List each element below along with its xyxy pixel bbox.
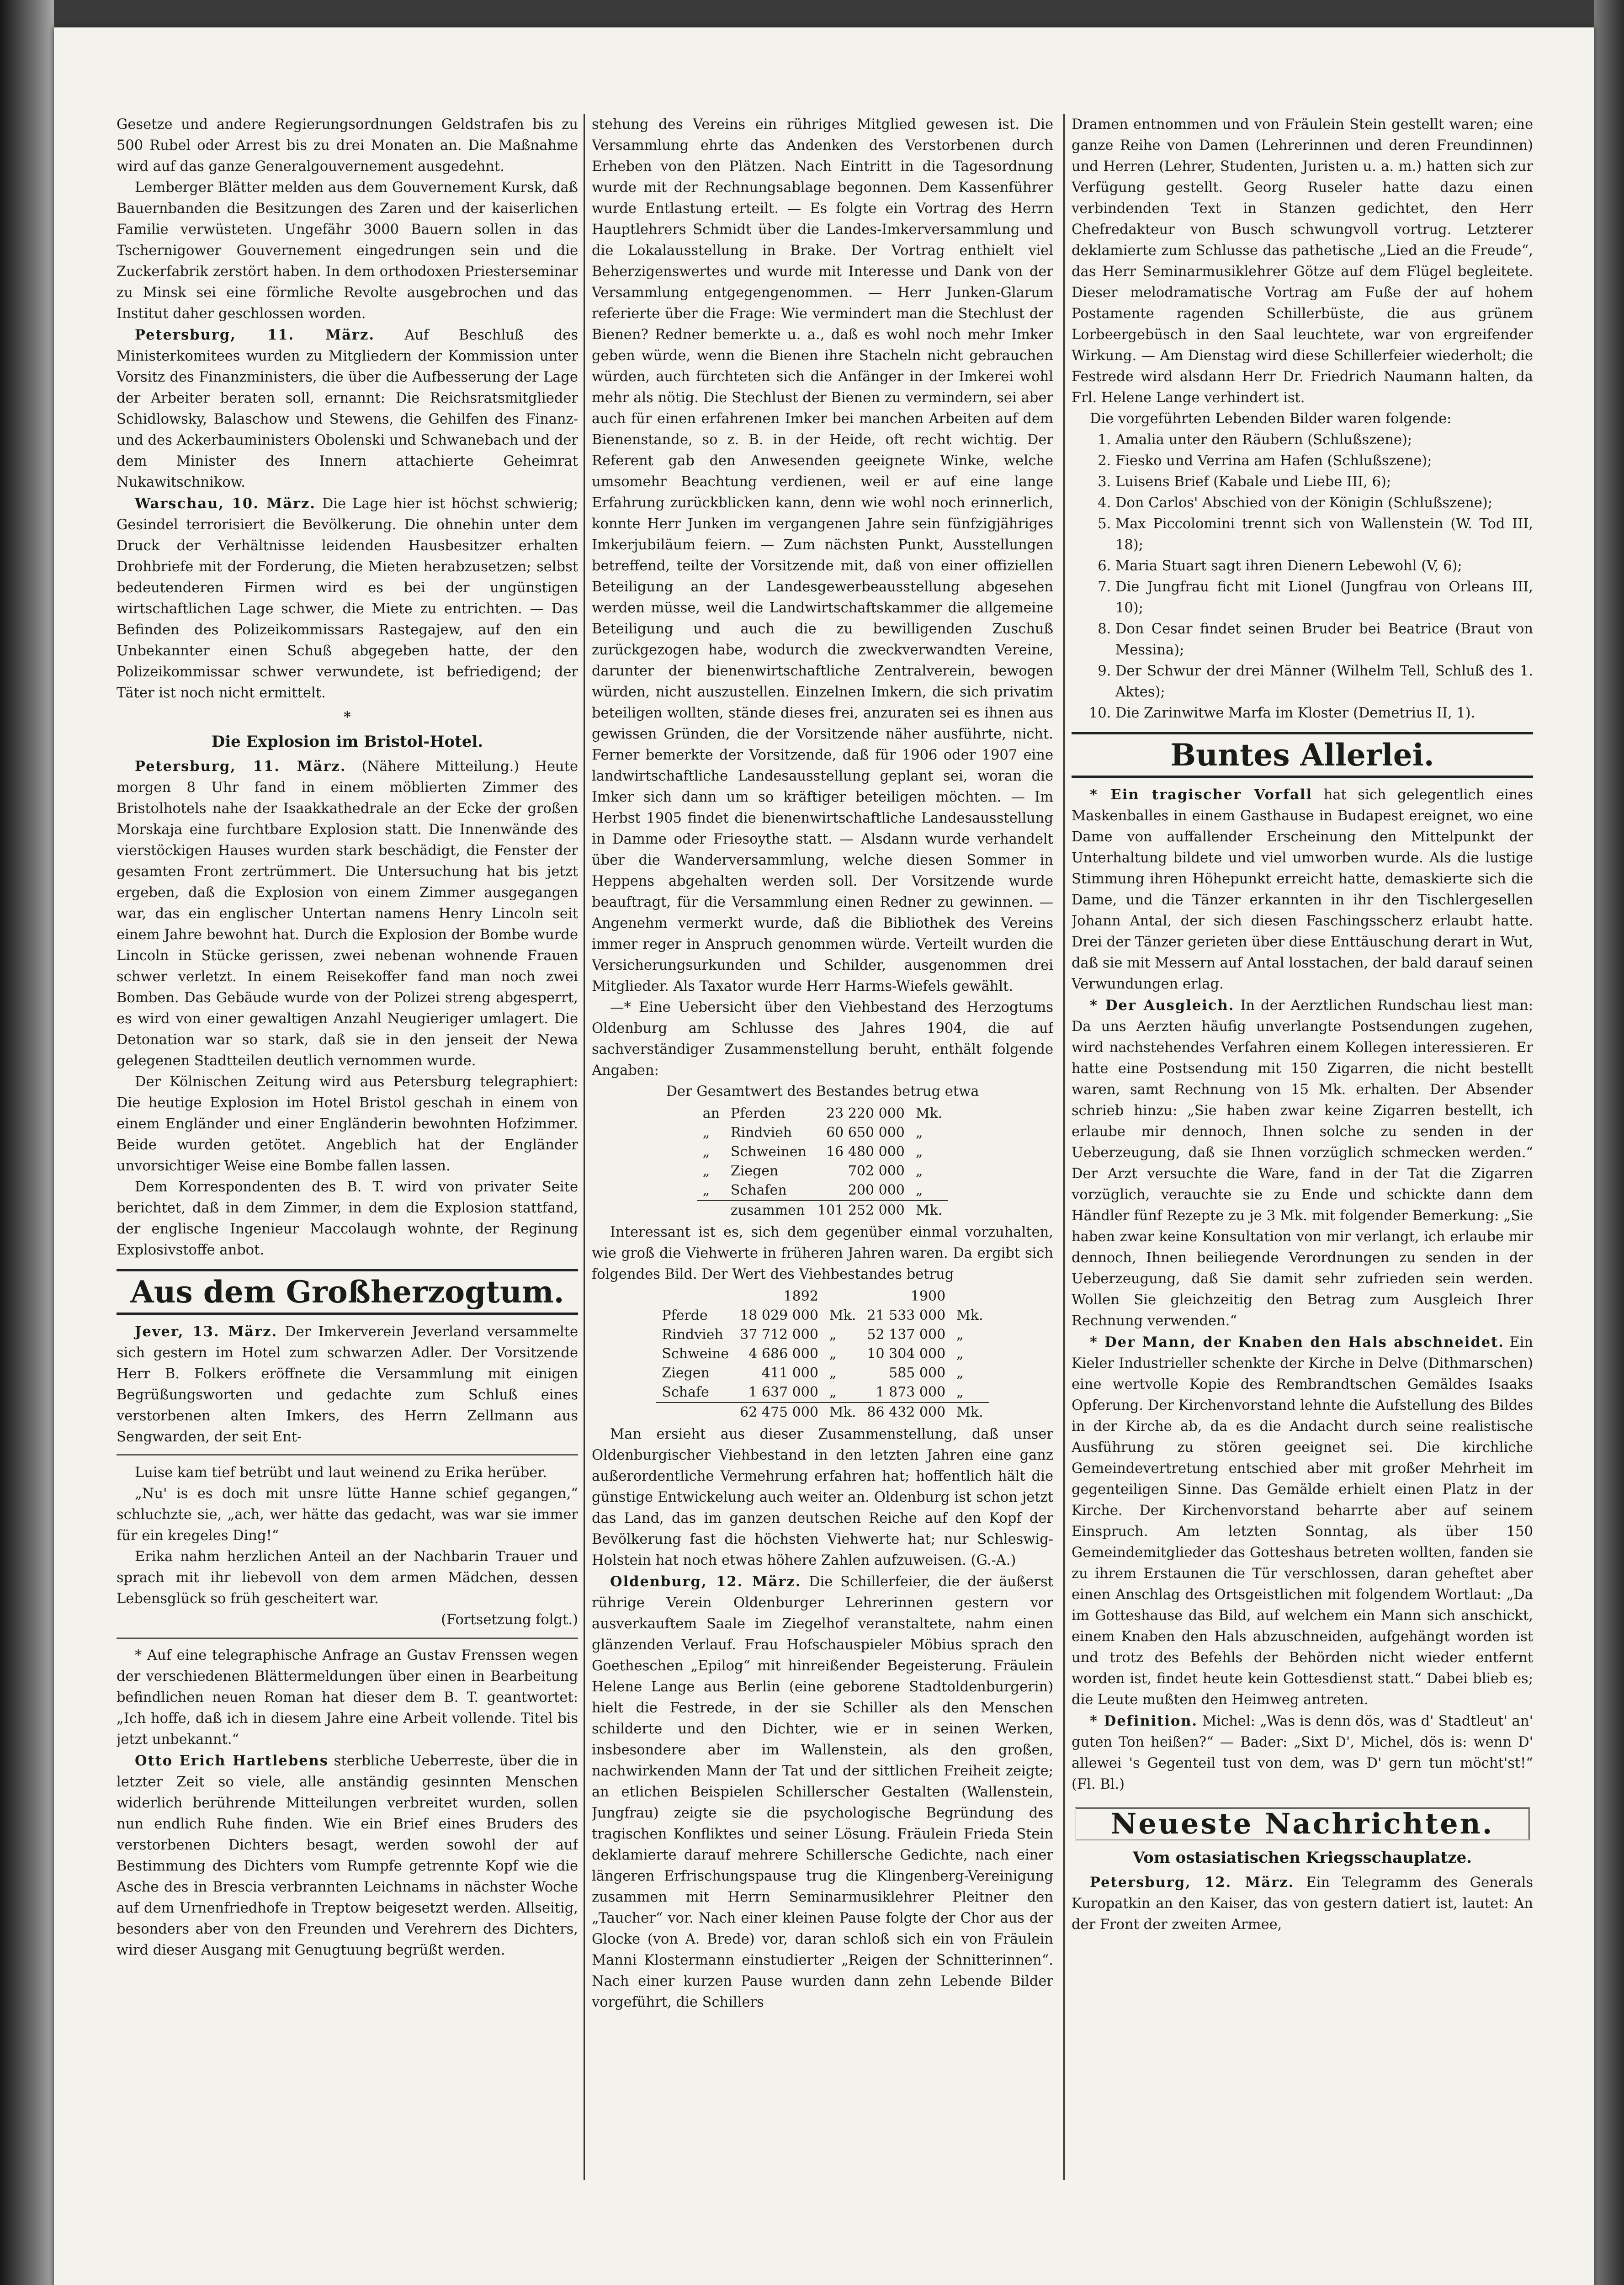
table-cell: zusammen — [725, 1201, 812, 1220]
news-item — [117, 1750, 578, 1961]
table-cell: „ — [829, 1327, 837, 1343]
list-item: 8. Don Cesar findet seinen Bruder bei Beatrice (Braut von Messina); — [1115, 619, 1533, 661]
person-name: Otto Erich Hartlebens — [135, 1753, 329, 1769]
list-item: 6. Maria Stuart sagt ihren Dienern Lebewohl (V, 6); — [1115, 556, 1533, 577]
table-row — [656, 1364, 988, 1383]
news-item — [1072, 1872, 1533, 1935]
table-cell: „ — [956, 1365, 964, 1381]
article-paragraph: Dem Korrespondenten des B. T. wird von privater Seite berichtet, daß in dem Zimmer, in dem die Explosion stattfand, der englische Ingenieur Maccolaugh wohnte, der Reginung Explosivstoffe anbot. — [117, 1179, 578, 1258]
table-cell: „ — [956, 1327, 964, 1343]
list-item: 4. Don Carlos' Abschied von der Königin (Schlußszene); — [1115, 493, 1533, 514]
table-cell: 60 650 000 — [826, 1125, 905, 1141]
article-paragraph: * Auf eine telegraphische Anfrage an Gustav Frenssen wegen der verschiedenen Blättermeldungen über einen in Bearbeitung befindlichen neuen Roman hat dieser dem B. T. geantwortet: „Ich hoffe, daß ich in diesem Jahre eine Arbeit vollende. Titel bis jetzt unbekannt.“ — [117, 1647, 578, 1748]
table-cell: „ — [915, 1182, 923, 1198]
article-paragraph: Gesetze und andere Regierungsordnungen Geldstrafen bis zu 500 Rubel oder Arrest bis zu drei Monaten an. Die Maßnahme wird auf das ganze Generalgouvernement ausgedehnt. — [117, 117, 578, 175]
news-text: In der Aerztlichen Rundschau liest man: Da uns Aerzten häufig unverlangte Postsendungen zugehen, wird nachstehendes Verfahren einem Kollegen interessieren. Er hatte eine Postsendung mit 150 Zigarren, die nicht bestellt waren, samt Rechnung von 15 Mk. erhalten. Der Absender schrieb hinzu: „Sie haben zwar keine Zigarren bestellt, ich erlaube mir dennoch, Ihnen solche zu senden in der Ueberzeugung, daß sie Ihnen vorzüglich schmecken werden.“ Der Arzt versuchte die Ware, fand in der Tat die Zigarren vorzüglich, verauchte sie zu Ende und schickte dann dem Händler fünf Rezepte zu je 3 Mk. mit folgender Bemerkung: „Sie haben zwar keine Konsultation von mir verlangt, ich erlaube mir dennoch, Ihnen beiliegende Verordnungen zu senden in der Ueberzeugung, daß Sie damit sehr zufrieden sein werden. Wollen Sie gleichzeitig den Betrag zum Ausgleich Ihrer Rechnung verwenden.“ — [1072, 998, 1533, 1329]
table-cell: Mk. — [824, 1403, 861, 1422]
dateline: Warschau, 10. März. — [135, 495, 316, 512]
table-cell: 101 252 000 — [812, 1201, 910, 1220]
table-cell: Mk. — [956, 1307, 983, 1323]
news-text: Die Schillerfeier, die der äußerst rührige Verein Oldenburger Lehrerinnen gestern vor ausverkauftem Saale im Ziegelhof veranstaltete, nahm einen glänzenden Verlauf. Frau Hofschauspieler Möbius sprach den Goetheschen „Epilog“ mit hinreißender Begeisterung. Fräulein Helene Lange aus Berlin (eine geborene Stadtoldenburgerin) hielt die Festrede, in der sie Schiller als den Menschen schilderte und den Dichter, wie er in seinen Werken, insbesondere aber im Wallenstein, als den großen, nachwirkenden Mann der Tat und der sittlichen Freiheit zeigte; an etlichen Beispielen Schillerscher Gestalten (Wallenstein, Jungfrau) zeigte sie die psychologische Begründung des tragischen Konfliktes und seiner Lösung. Fräulein Frieda Stein deklamierte darauf mehrere Schillersche Gedichte, nach einer längeren Erfrischungspause trug die Klingenberg-Vereinigung zusammen mit Herrn Seminarmusiklehrer Pleitner den „Taucher“ vor. Nach einer kleinen Pause folgte der Chor aus der Glocke (von A. Brede) vor, daran schloß sich ein von Fräulein Manni Klostermann einstudierter „Reigen der Schnitterinnen“. Nach einer kurzen Pause wurden dann zehn Lebende Bilder vorgeführt, die Schillers — [592, 1574, 1053, 2010]
article-paragraph: —* Eine Uebersicht über den Viehbestand des Herzogtums Oldenburg am Schlusse des Jahres 1904, die auf sachverständiger Zusammenstellung beruht, enthält folgende Angaben: — [592, 999, 1053, 1079]
table-row — [656, 1306, 988, 1325]
table-cell: Mk. — [829, 1307, 856, 1323]
table-cell: 18 029 000 — [740, 1307, 818, 1323]
section-heading: Aus dem Großherzogtum. — [117, 1269, 578, 1315]
divider — [117, 1637, 578, 1639]
column-rule — [584, 114, 585, 2180]
dateline: Petersburg, 11. März. — [135, 758, 346, 775]
story-paragraph: Erika nahm herzlichen Anteil an der Nachbarin Trauer und sprach mit ihr liebevoll von dem armen Mädchen, dessen Lebensglück so früh gescheitert war. — [117, 1549, 578, 1607]
table-cell: „ — [956, 1346, 964, 1362]
table-cell: 1 873 000 — [876, 1384, 946, 1400]
item-headline: * Definition. — [1090, 1713, 1198, 1729]
news-item — [117, 756, 578, 1072]
dateline: Petersburg, 12. März. — [1090, 1874, 1295, 1891]
news-text: hat sich gelegentlich eines Maskenballes in einem Gasthause in Budapest ereignet, wo eine Dame von auffallender Erscheinung den Mittelpunkt der Unterhaltung bildete und viel umworben wurde. Als die lustige Stimmung ihren Höhepunkt erreicht hatte, demaskierte sich die Dame, und die Tänzer erkannten in ihr den Tischlergesellen Johann Antal, der sich diesen Faschingsscherz erlaubt hatte. Drei der Tänzer gerieten über diese Enttäuschung derart in Wut, daß sie mit Messern auf Antal losstachen, der bald darauf seinen Verwundungen erlag. — [1072, 787, 1533, 992]
table-header: 1900 — [910, 1288, 946, 1304]
table-cell: 4 686 000 — [748, 1346, 818, 1362]
table-row — [656, 1383, 988, 1403]
table-header — [951, 1287, 988, 1306]
table-cell: „ — [829, 1365, 837, 1381]
dateline: Petersburg, 11. März. — [135, 327, 375, 343]
article-title: Die Explosion im Bristol-Hotel. — [211, 733, 483, 751]
table-row — [656, 1344, 988, 1364]
table-cell: Pferde — [662, 1307, 708, 1323]
table-cell: „ — [702, 1125, 710, 1141]
table-cell: Rindvieh — [730, 1125, 792, 1141]
table-caption: Der Gesamtwert des Bestandes betrug etwa — [666, 1084, 979, 1100]
table-cell: Mk. — [915, 1105, 943, 1121]
list-item: 5. Max Piccolomini trennt sich von Wallenstein (W. Tod III, 18); — [1115, 514, 1533, 556]
dateline: Oldenburg, 12. März. — [610, 1573, 801, 1590]
section-heading: Neueste Nachrichten. — [1072, 1804, 1533, 1844]
news-item — [117, 493, 578, 704]
page-edge-shadow — [1594, 0, 1624, 2285]
news-text: Der Imkerverein Jeverland versammelte sich gestern im Hotel zum schwarzen Adler. Der Vorsitzende Herr B. Folkers eröffnete die Versammlung mit einigen Begrüßungsworten und gedachte zum Schluß eines verstorbenen alten Imkers, des Herrn Zellmann aus Sengwarden, der seit Ent- — [117, 1324, 578, 1445]
table-header — [824, 1287, 861, 1306]
news-text: Ein Kieler Industrieller schenkte der Kirche in Delve (Dithmarschen) eine wertvolle Kopie des Rembrandtschen Gemäldes Isaaks Opferung. Der Kirchenvorstand lehnte die Aufstellung des Bildes in der Kirche ab, da es die Andacht durch seine realistische Ausführung zu stören geeignet sei. Die kirchliche Gemeindevertretung entschied aber mit großer Mehrheit im gegenteiligen Sinne. Das Gemälde erhielt einen Platz in der Kirche. Der Kirchenvorstand beharrte aber auf seinem Einspruch. Am letzten Sonntag, als über 150 Gemeindemitglieder das Gotteshaus betreten wollten, fanden sie zu ihrem Erstaunen die Tür verschlossen, daran geheftet aber einen Anschlag des Ortsgeistlichen mit folgendem Wortlaut: „Da im Gotteshause das Bild, auf welchem ein Mann sich anschickt, einem Knaben den Hals abzuschneiden, aufgehängt worden ist und trotz des Befehls der Behörden nicht wieder entfernt worden ist, findet heute kein Gottesdienst statt.“ Dabei blieb es; die Leute mußten den Heimweg antreten. — [1072, 1334, 1533, 1708]
list-item: 10. Die Zarinwitwe Marfa im Kloster (Demetrius II, 1). — [1115, 703, 1533, 724]
table-cell: „ — [702, 1144, 710, 1160]
feuilleton-divider — [117, 1454, 578, 1456]
dateline: Jever, 13. März. — [135, 1323, 278, 1340]
table-cell: 23 220 000 — [826, 1105, 905, 1121]
table-cell: „ — [915, 1163, 923, 1179]
article-paragraph: stehung des Vereins ein rühriges Mitglied gewesen ist. Die Versammlung ehrte das Andenken des Verstorbenen durch Erheben von den Plätzen. Nach Eintritt in die Tagesordnung wurde mit der Rechnungsablage begonnen. Dem Kassenführer wurde Entlastung erteilt. — Es folgte ein Vortrag des Herrn Hauptlehrers Schmidt über die Landes-Imkerversammlung und die Lokalausstellung in Brake. Der Vortrag enthielt viel Beherzigenswertes und wurde mit Interesse und Dank von der Versammlung entgegengenommen. — Herr Junken-Glarum referierte über die Frage: Wie vermindert man die Stechlust der Bienen? Redner bemerkte u. a., daß es wohl noch mehr Imker geben würde, wenn die Bienen ihre Stacheln nicht gebrauchen würden, auch fürchteten sich die Anfänger in der Imkerei wohl mehr als nötig. Die Stechlust der Bienen zu vermindern, sei aber auch für einen erfahrenen Imker bei manchen Arbeiten auf dem Bienenstande, so z. B. in der Heide, oft recht wichtig. Der Referent gab den Anwesenden geeignete Winke, welche umsomehr Beachtung verdienen, weil er auf eine lange Erfahrung zurückblicken kann, denn wie wohl noch erinnerlich, konnte Herr Junken im vergangenen Jahre sein fünfzigjähriges Imkerjubiläum feiern. — Zum nächsten Punkt, Ausstellungen betreffend, teilte der Vorsitzende mit, daß von einer offiziellen Beteiligung an der Landesgewerbeausstellung abgesehen werden müsse, weil die Landwirtschaftskammer die allgemeine Beteiligung und auch die zu bewilligenden Zuschuß zurückgezogen habe, wodurch die zweckverwandten Vereine, darunter der bienenwirtschaftliche Zentralverein, bewogen würden, nicht auszustellen. Einzelnen Imkern, die sich privatim beteiligen wollten, stände dieses frei, anzuraten sei es ihnen aus gewissen Gründen, die der Vorsitzende näher ausführte, nicht. Ferner bemerkte der Vorsitzende, daß für 1906 oder 1907 eine landwirtschaftliche Landesausstellung geplant sei, woran die Imker sich dann um so kräftiger beteiligen möchten. — Im Herbst 1905 findet die bienenwirtschaftliche Landesausstellung in Damme oder Friesoythe statt. — Alsdann wurde verhandelt über die Wanderversammlung, welche diesen Sommer in Heppens abgehalten werden soll. Der Vorsitzende wurde beauftragt, für die Versammlung einen Redner zu gewinnen. — Angenehm vermerkt wurde, daß die Bibliothek des Vereins immer reger in Anspruch genommen würde. Verteilt wurden die Versicherungsurkunden und Schilder, ausgenommen drei Mitglieder. Als Taxator wurde Herr Harms-Wiefels gewählt. — [592, 117, 1053, 994]
table-cell: Ziegen — [730, 1163, 779, 1179]
table-cell: Schweine — [662, 1346, 729, 1362]
item-headline: * Ein tragischer Vorfall — [1090, 786, 1313, 803]
article-paragraph: Die vorgeführten Lebenden Bilder waren folgende: — [1090, 411, 1452, 427]
table-cell: an — [702, 1105, 720, 1121]
table-row — [656, 1325, 988, 1344]
table-cell: „ — [702, 1182, 710, 1198]
news-text: sterbliche Ueberreste, über die in letzter Zeit so viele, alle anständig gesinnten Menschen widerlich berührende Mitteilungen verbreitet wurden, sollen nun endlich Ruhe finden. Wie ein Brief eines Bruders des verstorbenen Dichters besagt, werden sowohl der auf Bestimmung des Dichters vom Rumpfe getrennte Kopf wie die Asche des in Brescia verbrannten Leichnams in nächster Woche auf dem Urnenfriedhofe in Treptow beigesetzt werden. Allseitig, besonders aber von den Freunden und Verehrern des Dichters, wird dieser Ausgang mit Genugtuung begrüßt werden. — [117, 1753, 578, 1958]
livestock-value-table — [697, 1104, 948, 1220]
table-row — [697, 1181, 948, 1201]
news-item — [1072, 995, 1533, 1332]
table-cell: „ — [915, 1144, 923, 1160]
table-cell: Rindvieh — [662, 1327, 723, 1343]
item-headline: * Der Mann, der Knaben den Hals abschneidet. — [1090, 1334, 1504, 1350]
table-cell: Schafe — [662, 1384, 709, 1400]
table-row — [697, 1142, 948, 1162]
table-cell: „ — [956, 1384, 964, 1400]
table-cell: Pferden — [730, 1105, 785, 1121]
separator-star: * — [344, 709, 351, 725]
livestock-comparison-table — [656, 1287, 988, 1422]
table-cell: 411 000 — [761, 1365, 818, 1381]
table-cell: 1 637 000 — [748, 1384, 818, 1400]
table-cell — [656, 1403, 734, 1422]
list-item: 3. Luisens Brief (Kabale und Liebe III, 6); — [1115, 472, 1533, 493]
list-item: 9. Der Schwur der drei Männer (Wilhelm Tell, Schluß des 1. Aktes); — [1115, 661, 1533, 703]
section-heading: Buntes Allerlei. — [1072, 732, 1533, 778]
news-item — [1072, 1711, 1533, 1795]
tableau-list — [1072, 430, 1533, 724]
table-total-row — [697, 1201, 948, 1220]
table-header: 1892 — [783, 1288, 818, 1304]
table-header-row — [656, 1287, 988, 1306]
list-item: 7. Die Jungfrau ficht mit Lionel (Jungfrau von Orleans III, 10); — [1115, 577, 1533, 619]
news-text: Auf Beschluß des Ministerkomitees wurden zu Mitgliedern der Kommission unter Vorsitz des Finanzministers, die über die Aufbesserung der Lage der Arbeiter beraten soll, ernannt: Die Reichsratsmitglieder Schidlowsky, Balaschow und Stewens, die Gehilfen des Finanz- und des Ackerbauministers Obolenski und Schwanebach und der dem Minister des Innern attachierte Geheimrat Nukawitschnikow. — [117, 327, 578, 490]
table-cell: Schafen — [730, 1182, 787, 1198]
table-row — [697, 1104, 948, 1123]
subsection-title: Vom ostasiatischen Kriegsschauplatze. — [1132, 1849, 1472, 1867]
news-text: Ein Telegramm des Generals Kuropatkin an den Kaiser, das von gestern datiert ist, lautet: An der Front der zweiten Armee, — [1072, 1875, 1533, 1933]
news-text: Michel: „Was is denn dös, was d' Stadtleut' an' guten Ton heißen?“ — Bader: „Sixt D', Michel, dös is: wenn D' allewei 's Gegenteil tust von dem, was D' gern tun möcht'st!“ (Fl. Bl.) — [1072, 1713, 1533, 1792]
table-cell: 86 432 000 — [861, 1403, 951, 1422]
news-item — [117, 1321, 578, 1448]
table-cell: Mk. — [951, 1403, 988, 1422]
table-cell: 200 000 — [848, 1182, 905, 1198]
story-paragraph: „Nu' is es doch mit unsre lütte Hanne schief gegangen,“ schluchzte sie, „ach, wer hätte das gedacht, was war sie immer für ein kregeles Ding!“ — [117, 1486, 578, 1544]
column-rule — [1063, 114, 1065, 2180]
table-cell: „ — [829, 1384, 837, 1400]
list-item: 2. Fiesko und Verrina am Hafen (Schlußszene); — [1115, 451, 1533, 472]
table-row — [697, 1162, 948, 1181]
news-item — [1072, 1332, 1533, 1711]
table-cell: Ziegen — [662, 1365, 710, 1381]
book-spine-shadow — [0, 0, 54, 2285]
column-1 — [117, 114, 578, 2180]
table-cell: „ — [702, 1163, 710, 1179]
table-header — [656, 1287, 734, 1306]
news-item — [117, 324, 578, 493]
article-paragraph: Interessant ist es, sich dem gegenüber einmal vorzuhalten, wie groß die Viehwerte in früheren Jahren waren. Da ergibt sich folgendes Bild. Der Wert des Viehbestandes betrug — [592, 1224, 1053, 1282]
table-cell: „ — [829, 1346, 837, 1362]
article-paragraph: Der Kölnischen Zeitung wird aus Petersburg telegraphiert: Die heutige Explosion im Hotel Bristol geschah in einem von einem Engländer und einer Engländerin bewohnten Hofzimmer. Beide wurden getötet. Angeblich hat der Engländer unvorsichtiger Weise eine Bombe fallen lassen. — [117, 1074, 578, 1174]
table-cell: 10 304 000 — [867, 1346, 946, 1362]
story-paragraph: Luise kam tief betrübt und laut weinend zu Erika herüber. — [135, 1465, 547, 1481]
table-cell: Schweinen — [730, 1144, 807, 1160]
news-text: Die Lage hier ist höchst schwierig; Gesindel terrorisiert die Bevölkerung. Die ohnehin unter dem Druck der Verhältnisse leidenden Hausbesitzer erhalten Drohbriefe mit der Forderung, die Mieten herabzusetzen; selbst bedeutenderen Firmen wird es bei der ungünstigen wirtschaftlichen Lage schwer, die Miete zu entrichten. — Das Befinden des Polizeikommissars Rastegajew, auf den ein Unbekannter einen Schuß abgegeben hatte, der den Polizeikommissar schwer verwundete, ist befriedigend; der Täter ist noch nicht ermittelt. — [117, 496, 578, 701]
table-row — [697, 1123, 948, 1142]
table-cell: 37 712 000 — [740, 1327, 818, 1343]
article-paragraph: Man ersieht aus dieser Zusammenstellung, daß unser Oldenburgischer Viehbestand in den letzten Jahren eine ganz außerordentliche Vermehrung erfahren hat; hoffentlich hält die günstige Entwickelung auch weiter an. Oldenburg ist schon jetzt das Land, das im ganzen deutschen Reiche auf den Kopf der Bevölkerung fast die höchsten Viehwerte hat; nur Schleswig-Holstein hat noch etwas höhere Zahlen aufzuweisen. (G.-A.) — [592, 1426, 1053, 1568]
table-cell: 52 137 000 — [867, 1327, 946, 1343]
table-cell: „ — [915, 1125, 923, 1141]
table-cell: Mk. — [910, 1201, 948, 1220]
table-cell: 702 000 — [848, 1163, 905, 1179]
table-cell: 62 475 000 — [734, 1403, 824, 1422]
article-paragraph: Lemberger Blätter melden aus dem Gouvernement Kursk, daß Bauernbanden die Besitzungen des Zaren und der kaiserlichen Familie verwüsteten. Ungefähr 3000 Bauern sollen in das Tschernigower Gouvernement eingedrungen sein und die Zuckerfabrik zerstört haben. In dem orthodoxen Priesterseminar zu Minsk sei eine förmliche Revolte ausgebrochen und das Institut daher geschlossen worden. — [117, 180, 578, 322]
table-cell: 16 480 000 — [826, 1144, 905, 1160]
list-item: 1. Amalia unter den Räubern (Schlußszene); — [1115, 430, 1533, 451]
table-cell — [697, 1201, 725, 1220]
table-total-row — [656, 1403, 988, 1422]
continuation-note: (Fortsetzung folgt.) — [441, 1612, 578, 1628]
table-cell: 585 000 — [889, 1365, 946, 1381]
column-3 — [1072, 114, 1533, 2180]
news-text: (Nähere Mitteilung.) Heute morgen 8 Uhr fand in einem möblierten Zimmer des Bristolhotels nahe der Isaakkathedrale an der Ecke der großen Morskaja eine furchtbare Explosion statt. Die Innenwände des vierstöckigen Hauses wurden stark beschädigt, die Fenster der gesamten Front zertrümmert. Die Untersuchung hat bis jetzt ergeben, daß die Explosion von einem Zimmer ausgegangen war, das ein englischer Untertan namens Henry Lincoln seit einem Jahre bewohnt hat. Durch die Explosion der Bombe wurde Lincoln in Stücke gerissen, zwei nebenan wohnende Frauen schwer verletzt. In einem Reisekoffer fand man noch zwei Bomben. Das Gebäude wurde von der Polizei streng abgesperrt, es wird von einer gewaltigen Anzahl Neugieriger umlagert. Die Detonation war so stark, daß sie in den jenseit der Newa gelegenen Stadtteilen deutlich vernommen wurde. — [117, 759, 578, 1069]
item-headline: * Der Ausgleich. — [1090, 997, 1235, 1014]
column-2 — [592, 114, 1053, 2180]
news-item — [1072, 784, 1533, 995]
article-paragraph: Dramen entnommen und von Fräulein Stein gestellt waren; eine ganze Reihe von Damen (Lehrerinnen und deren Freundinnen) und Herren (Lehrer, Studenten, Juristen u. a. m.) hatten sich zur Verfügung gestellt. Georg Ruseler hatte dazu einen verbindenden Text in Stanzen gedichtet, den Herr Chefredakteur von Busch schwungvoll vortrug. Letzterer deklamierte zum Schlusse das pathetische „Lied an die Freude“, das Herr Seminarmusiklehrer Götze auf dem Flügel begleitete. Dieser melodramatische Vortrag am Fuße der auf hohem Postamente ragenden Schillerbüste, die aus grünem Lorbeergebüsch in den Saal leuchtete, war von ergreifender Wirkung. — Am Dienstag wird diese Schillerfeier wiederholt; die Festrede wird alsdann Herr Dr. Friedrich Naumann halten, da Frl. Helene Lange verhindert ist. — [1072, 117, 1533, 406]
table-cell: 21 533 000 — [867, 1307, 946, 1323]
news-item — [592, 1571, 1053, 2013]
